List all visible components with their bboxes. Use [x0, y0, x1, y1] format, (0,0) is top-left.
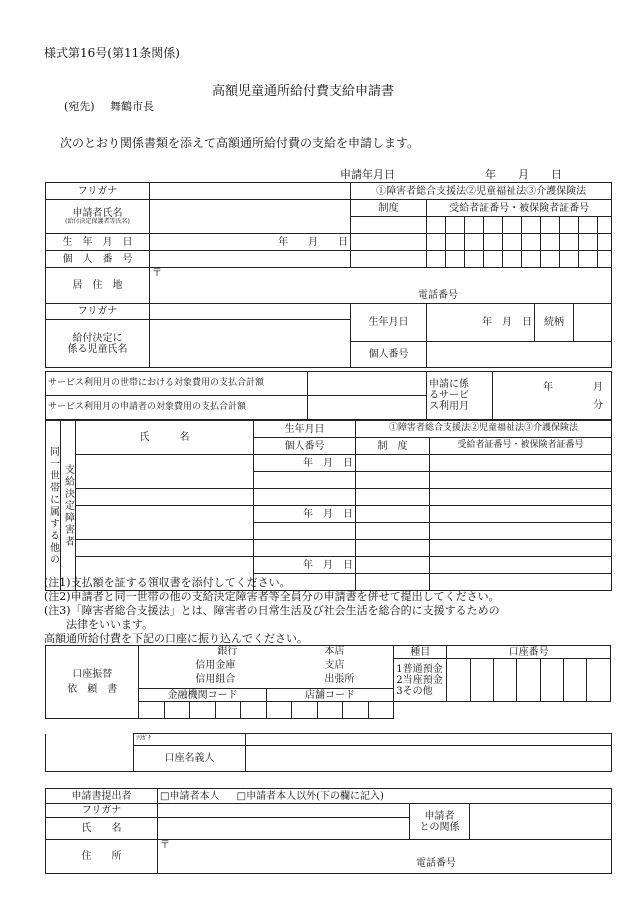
submitter-relation-label: 申請者 との関係	[410, 804, 470, 840]
note-2: (注2)申請者と同一世帯の他の支給決定障害者等全員分の申請書を併せて提出してください。	[44, 590, 500, 603]
holder-name-label: 口座名義人	[134, 746, 246, 772]
bank-name-field[interactable]: 銀行 信用金庫 信用組合	[139, 646, 266, 689]
phone-label: 電話番号	[418, 290, 458, 301]
submitter-address-label: 住 所	[46, 840, 158, 874]
form-number: 様式第16号(第11条関係)	[44, 46, 180, 60]
submitter-options	[158, 789, 612, 804]
holder-furigana-label: ﾌﾘｶﾞﾅ	[134, 734, 246, 746]
note-3b: 法律をいいます。	[66, 618, 154, 631]
submitter-furigana-label: フリガナ	[46, 804, 158, 818]
holder-table	[45, 733, 612, 772]
intro-text: 次のとおり関係書類を添えて高額通所給付費の支給を申請します。	[60, 136, 420, 150]
submitter-label: 申請書提出者	[46, 789, 158, 804]
transfer-intro: 高額通所給付費を下記の口座に振り込んでください。	[44, 632, 308, 645]
applicant-total-field[interactable]	[308, 396, 427, 420]
date-value: 年 月 日	[485, 168, 562, 181]
date-label: 申請年月日	[340, 168, 395, 181]
personal-no-label: 個 人 番 号	[46, 251, 150, 268]
address-label: 居 住 地	[46, 268, 150, 304]
applicant-law-options: ①障害者総合支援法②児童福祉法③介護保険法	[351, 183, 612, 200]
household-personal-no-label: 個人番号	[254, 438, 356, 455]
household-table	[45, 420, 612, 591]
bank-table	[45, 645, 611, 719]
child-birth-field[interactable]: 年 月 日	[427, 304, 535, 342]
applicant-total-label: サービス利用月の申請者の対象費用の支払合計額	[46, 396, 308, 420]
account-type-label: 種目	[394, 646, 447, 659]
child-personal-no-label: 個人番号	[351, 342, 427, 368]
household-side-label-1: 同一世帯に属する他の	[46, 421, 61, 591]
birth-field[interactable]: 年 月 日	[150, 234, 351, 251]
postal-mark: 〒	[152, 268, 162, 279]
submitter-phone-label: 電話番号	[416, 858, 456, 869]
household-total-field[interactable]	[308, 372, 427, 396]
applicant-furigana-label: フリガナ	[46, 183, 150, 200]
applicant-furigana-field[interactable]	[150, 183, 351, 200]
branch-name-field[interactable]: 本店 支店 出張所	[266, 646, 393, 689]
child-personal-no-field[interactable]	[427, 342, 612, 368]
submitter-other-checkbox[interactable]: □申請者本人以外(下の欄に記入)	[236, 790, 384, 802]
child-relation-field[interactable]	[574, 304, 612, 342]
service-month-field[interactable]: 年 月 分	[493, 372, 612, 420]
system-field-3[interactable]	[351, 251, 427, 268]
cert-label: 受給者証番号・被保険者証番号	[427, 200, 612, 217]
household-name-label: 氏 名	[76, 421, 254, 455]
submitter-name-field[interactable]	[158, 818, 410, 840]
addressee: 舞鶴市長	[110, 100, 154, 113]
household-law-options: ①障害者総合支援法②児童福祉法③介護保険法	[356, 421, 612, 438]
household-personal-no-2[interactable]	[254, 523, 356, 540]
household-side-label-2: 支給決定障害者	[61, 421, 76, 591]
child-furigana-label: フリガナ	[46, 304, 150, 320]
household-birth-label: 生年月日	[254, 421, 356, 438]
system-label: 制度	[351, 200, 427, 217]
personal-no-field[interactable]	[150, 251, 351, 268]
account-type-options[interactable]: 1普通預金 2当座預金 3その他	[394, 659, 447, 702]
submitter-relation-field[interactable]	[470, 804, 612, 840]
household-cert-label: 受給者証番号・被保険者証番号	[430, 438, 612, 455]
household-name-field-1[interactable]	[76, 455, 254, 489]
child-name-label: 給付決定に 係る児童氏名	[46, 320, 150, 368]
bank-request-label: 口座振替 依 頼 書	[46, 646, 139, 719]
page-title: 高額児童通所給付費支給申請書	[212, 84, 395, 99]
address-field[interactable]	[150, 268, 612, 304]
system-field-1[interactable]	[351, 217, 427, 234]
note-3a: (注3)「障害者総合支援法」とは、障害者の日常生活及び社会生活を総合的に支援するための	[44, 604, 500, 617]
system-field-2[interactable]	[351, 234, 427, 251]
child-birth-label: 生年月日	[351, 304, 427, 342]
child-table	[45, 303, 612, 368]
submitter-address-field[interactable]	[158, 840, 612, 874]
household-personal-no-1[interactable]	[254, 472, 356, 489]
submitter-furigana-field[interactable]	[158, 804, 410, 818]
account-number-label: 口座番号	[447, 646, 611, 659]
branch-code-label: 店舗コード	[266, 689, 393, 702]
inst-code-label: 金融機関コード	[139, 689, 266, 702]
totals-table	[45, 371, 612, 420]
holder-name-field[interactable]	[246, 746, 612, 772]
household-name-field-2[interactable]	[76, 506, 254, 540]
household-system-label: 制 度	[356, 438, 430, 455]
holder-furigana-field[interactable]	[246, 734, 612, 746]
submitter-self-checkbox[interactable]: □申請者本人	[160, 790, 220, 802]
household-birth-field-2[interactable]: 年 月 日	[254, 506, 356, 523]
note-1: (注1)支払額を証する領収書を添付してください。	[44, 576, 291, 589]
applicant-table	[45, 182, 612, 304]
applicant-name-field[interactable]	[150, 200, 351, 234]
household-birth-field-1[interactable]: 年 月 日	[254, 455, 356, 472]
birth-label: 生 年 月 日	[46, 234, 150, 251]
child-name-field[interactable]	[150, 320, 351, 368]
child-relation-label: 続柄	[535, 304, 574, 342]
submitter-postal-mark: 〒	[160, 840, 170, 851]
submitter-name-label: 氏 名	[46, 818, 158, 840]
household-total-label: サービス利用月の世帯における対象費用の支払合計額	[46, 372, 308, 396]
household-birth-field-3[interactable]: 年 月 日	[254, 557, 356, 574]
service-month-label: 申請に係 るサービ ス利用月	[427, 372, 493, 420]
addressee-label: (宛先)	[64, 100, 95, 113]
child-furigana-field[interactable]	[150, 304, 351, 320]
applicant-name-label: 申請者氏名 (給付決定保護者等氏名)	[46, 200, 150, 234]
submitter-table	[45, 788, 612, 874]
